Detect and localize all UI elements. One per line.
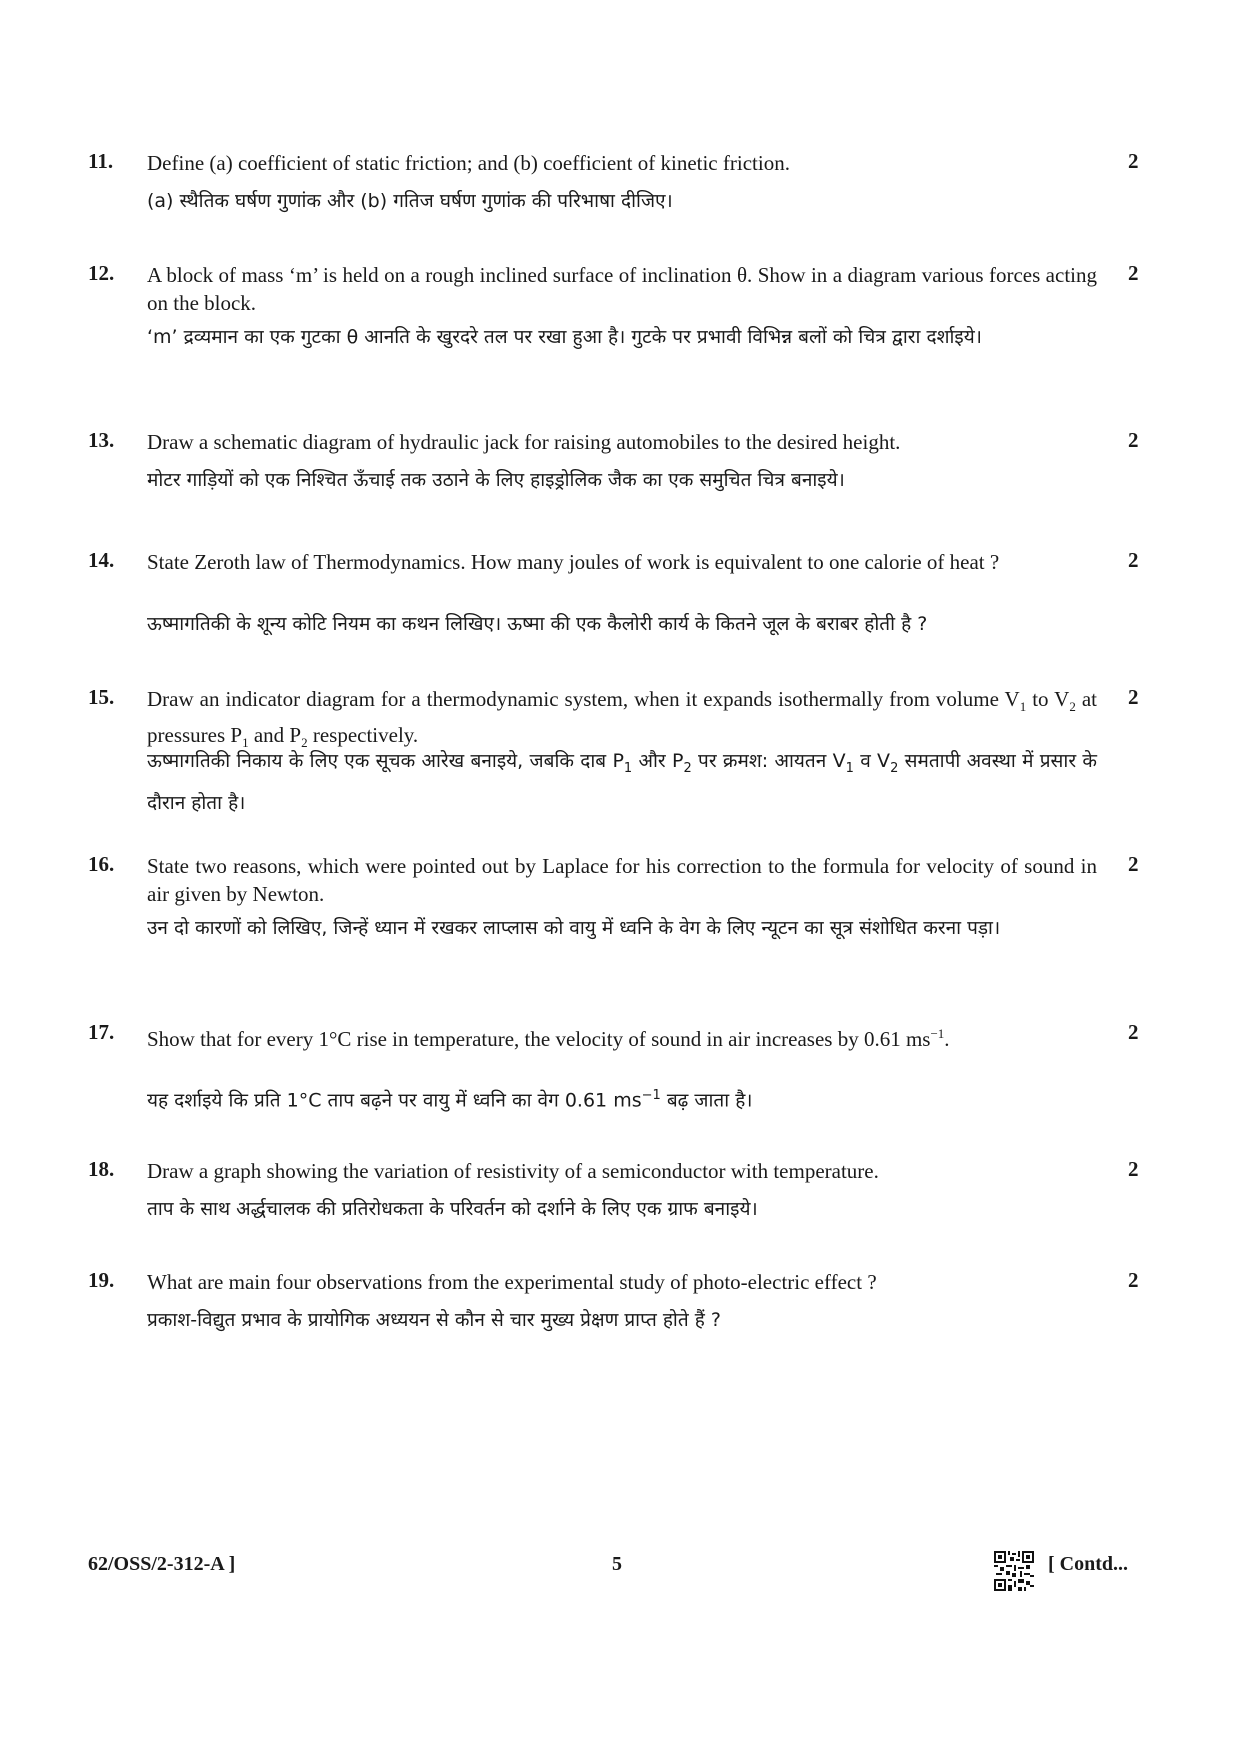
page-number: 5: [612, 1553, 622, 1575]
question-marks: 2: [1128, 548, 1139, 572]
question-number: 12.: [88, 261, 115, 285]
question-marks: 2: [1128, 428, 1139, 452]
question-text-hindi: ताप के साथ अर्द्धचालक की प्रतिरोधकता के परिवर्तन को दर्शाने के लिए एक ग्राफ बनाइये।: [147, 1198, 758, 1220]
question-text-hindi: मोटर गाड़ियों को एक निश्चित ऊँचाई तक उठाने के लिए हाइड्रोलिक जैक का एक समुचित चित्र बनाइये।: [147, 469, 845, 491]
question-text-hindi: यह दर्शाइये कि प्रति 1°C ताप बढ़ने पर वायु में ध्वनि का वेग 0.61 $ms^{-1}$ बढ़ जाता है।: [147, 1088, 753, 1112]
continued-label: [ Contd...: [1048, 1553, 1129, 1575]
question-marks: 2: [1128, 261, 1139, 285]
qr-code-icon: [994, 1551, 1034, 1591]
question-marks: 2: [1128, 1268, 1139, 1292]
question-number: 19.: [88, 1268, 115, 1292]
question-number: 15.: [88, 685, 115, 709]
question-text-hindi: ‘m’ द्रव्यमान का एक गुटका θ आनति के खुरदरे तल पर रखा हुआ है। गुटके पर प्रभावी विभिन्न बलों को चित्र द्वारा दर्शाइये।: [147, 326, 982, 348]
question-text-english: What are main four observations from the experimental study of photo-electric effect ?: [147, 1270, 877, 1294]
question-number: 11.: [88, 149, 114, 173]
question-text-english: Define (a) coefficient of static friction; and (b) coefficient of kinetic friction.: [147, 151, 790, 175]
question-marks: 2: [1128, 1157, 1139, 1181]
question-text-english: State two reasons, which were pointed out by Laplace for his correction to the formula for velocity of sound in air given by Newton.: [147, 854, 1097, 906]
question-marks: 2: [1128, 1020, 1139, 1044]
question-text-english: Show that for every 1°C rise in temperature, the velocity of sound in air increases by 0.61 $ms^{-1}$.: [147, 1026, 950, 1051]
question-marks: 2: [1128, 852, 1139, 876]
question-marks: 2: [1128, 685, 1139, 709]
question-text-english: State Zeroth law of Thermodynamics. How many joules of work is equivalent to one calorie of heat ?: [147, 550, 1000, 574]
paper-code: 62/OSS/2-312-A ]: [88, 1553, 236, 1575]
question-text-hindi: ऊष्मागतिकी के शून्य कोटि नियम का कथन लिखिए। ऊष्मा की एक कैलोरी कार्य के कितने जूल के बराबर होती है ?: [147, 613, 928, 635]
question-text-english: Draw an indicator diagram for a thermodynamic system, when it expands isothermally from volume $V_1$ to $V_2$ at pressures $P_1$ and $P_2$ respectively.: [147, 687, 1098, 751]
question-text-english: Draw a graph showing the variation of resistivity of a semiconductor with temperature.: [147, 1159, 879, 1183]
question-marks: 2: [1128, 149, 1139, 173]
question-text-english: A block of mass ‘m’ is held on a rough inclined surface of inclination θ. Show in a diagram various forces acting on the block.: [147, 263, 1097, 315]
question-text-hindi: उन दो कारणों को लिखिए, जिन्हें ध्यान में रखकर लाप्लास को वायु में ध्वनि के वेग के लिए न्यूटन का सूत्र संशोधित करना पड़ा।: [147, 917, 1001, 939]
question-number: 16.: [88, 852, 115, 876]
question-number: 18.: [88, 1157, 115, 1181]
question-text-english: Draw a schematic diagram of hydraulic jack for raising automobiles to the desired height.: [147, 430, 901, 454]
question-number: 13.: [88, 428, 115, 452]
question-text-hindi: ऊष्मागतिकी निकाय के लिए एक सूचक आरेख बनाइये, जबकि दाब $P_1$ और $P_2$ पर क्रमश: आयतन $V_1$ व $V_2$ समतापी अवस्था में प्रसार के दौरान होता है।: [147, 750, 1097, 814]
question-text-hindi: प्रकाश-विद्युत प्रभाव के प्रायोगिक अध्ययन से कौन से चार मुख्य प्रेक्षण प्राप्त होते हैं ?: [147, 1309, 721, 1331]
question-number: 17.: [88, 1020, 115, 1044]
question-number: 14.: [88, 548, 115, 572]
question-text-hindi: (a) स्थैतिक घर्षण गुणांक और (b) गतिज घर्षण गुणांक की परिभाषा दीजिए।: [147, 190, 673, 212]
page-footer: [0, 1553, 1240, 1593]
